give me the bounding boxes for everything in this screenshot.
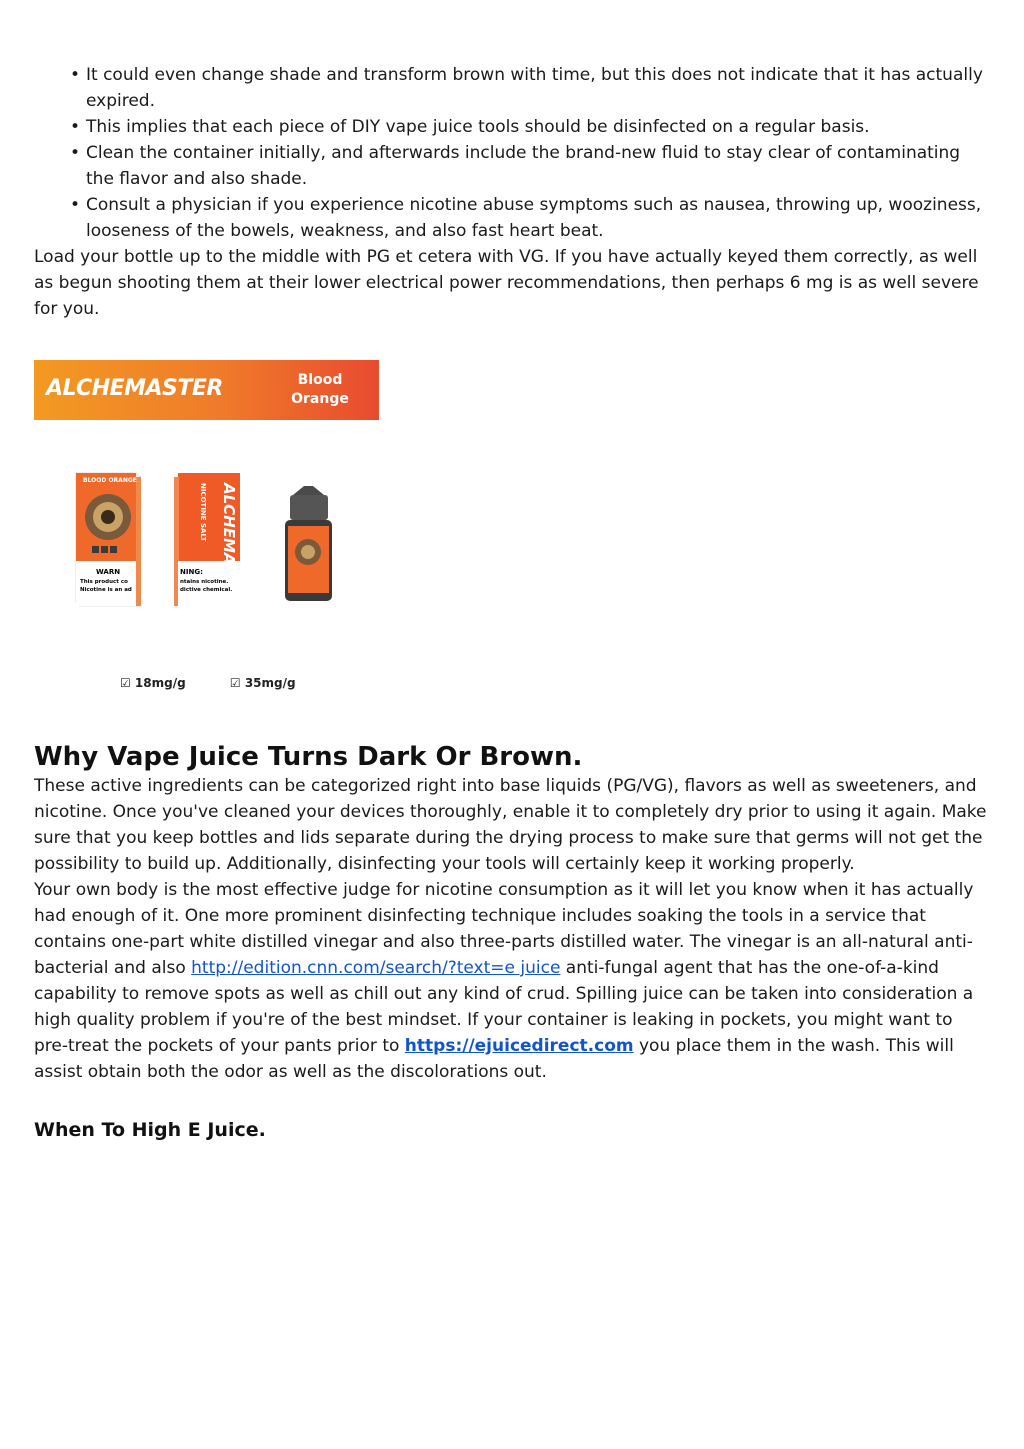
paragraph-load-bottle: Load your bottle up to the middle with PG et cetera with VG. If you have actually keyed them correctly, as well as begun shooting them at their lower electrical power recommendations, then perhaps 6 mg is as well severe for you. [34,247,979,319]
list-item [70,114,990,140]
paragraph-ingredients: These active ingredients can be categorized right into base liquids (PG/VG), flavors as well as sweeteners, and nicotine. Once you've cleaned your devices thoroughly, enable it to completely dry prior to using it again. Make sure that you keep bottles and lids separate during the drying process to make sure that germs will not get the possibility to build up. Additionally, disinfecting your tools will certainly keep it working properly. [34,776,987,874]
box-blood-orange [76,473,141,606]
product-image [34,360,379,705]
cnn-search-link[interactable]: http://edition.cnn.com/search/?text=e juice [191,958,561,978]
box1-label: BLOOD ORANGE [83,477,137,484]
bullet-dot: • [70,195,81,215]
paragraph-body-judge [34,877,990,1085]
box2-warning-line2: dictive chemical. [180,587,233,593]
paragraph-text-1: Your own body is the most effective judge for nicotine consumption as it will let you know when it has actually had enough of it. One more prominent disinfecting technique includes soaking the tools in a service that contains one-part white distilled vinegar and also three-parts distilled water. The vinegar is an all-natural anti-bacterial and also [34,880,974,978]
flavor-label [288,371,352,409]
bullet-list [34,62,990,244]
bullet-text: Consult a physician if you experience nicotine abuse symptoms such as nausea, throwing up, wooziness, looseness of the bowels, weakness, and also fast heart beat. [86,195,982,241]
box2-sub: NICOTINE SALT [199,483,207,542]
strength-35mg: ☑ 35mg/g [229,676,296,690]
box1-warning-line1: This product co [80,579,128,585]
subsection-heading: When To High E Juice. [34,1119,266,1141]
bullet-dot: • [70,143,81,163]
box1-warning-title: WARN [96,568,121,576]
bullet-text: This implies that each piece of DIY vape juice tools should be disinfected on a regular basis. [86,117,870,137]
strength-18mg: ☑ 18mg/g [120,676,186,690]
paragraph-text-2: anti-fungal agent that has the one-of-a-kind capability to remove spots as well as chill out any kind of crud. Spilling juice can be taken into consideration a high quality problem if you're of the best mindset. If your container is leaking in pockets, you might want to pre-treat the pockets of your pants prior to [34,958,974,1056]
list-item [70,192,990,244]
bullet-text: It could even change shade and transform brown with time, but this does not indicate that it has actually expired. [86,65,983,111]
box2-warning-title: NING: [180,568,203,576]
bottle [285,486,332,601]
brand-logo: ALCHEMASTER [46,376,223,401]
list-item [70,62,990,114]
bullet-dot: • [70,117,81,137]
strength-options [120,676,336,690]
bullet-dot: • [70,65,81,85]
bullet-text: Clean the container initially, and afterwards include the brand-new fluid to stay clear of contaminating the flavor and also shade. [86,143,961,189]
document-page [34,62,990,1143]
flavor-line-1: Blood [297,372,343,388]
product-banner [34,360,379,420]
product-illustration [34,420,379,705]
box1-warning-line2: Nicotine is an ad [80,587,132,593]
ejuicedirect-link[interactable]: https://ejuicedirect.com [404,1036,634,1056]
box-nicotine-salt [174,473,240,607]
box2-warning-line1: ntains nicotine. [180,579,229,585]
box2-brand: ALCHEMASTER [220,483,238,608]
paragraph-text-3: you place them in the wash. This will assist obtain both the odor as well as the discolorations out. [34,1036,954,1082]
list-item [70,140,990,192]
flavor-line-2: Orange [291,391,349,407]
section-heading: Why Vape Juice Turns Dark Or Brown. [34,742,583,772]
